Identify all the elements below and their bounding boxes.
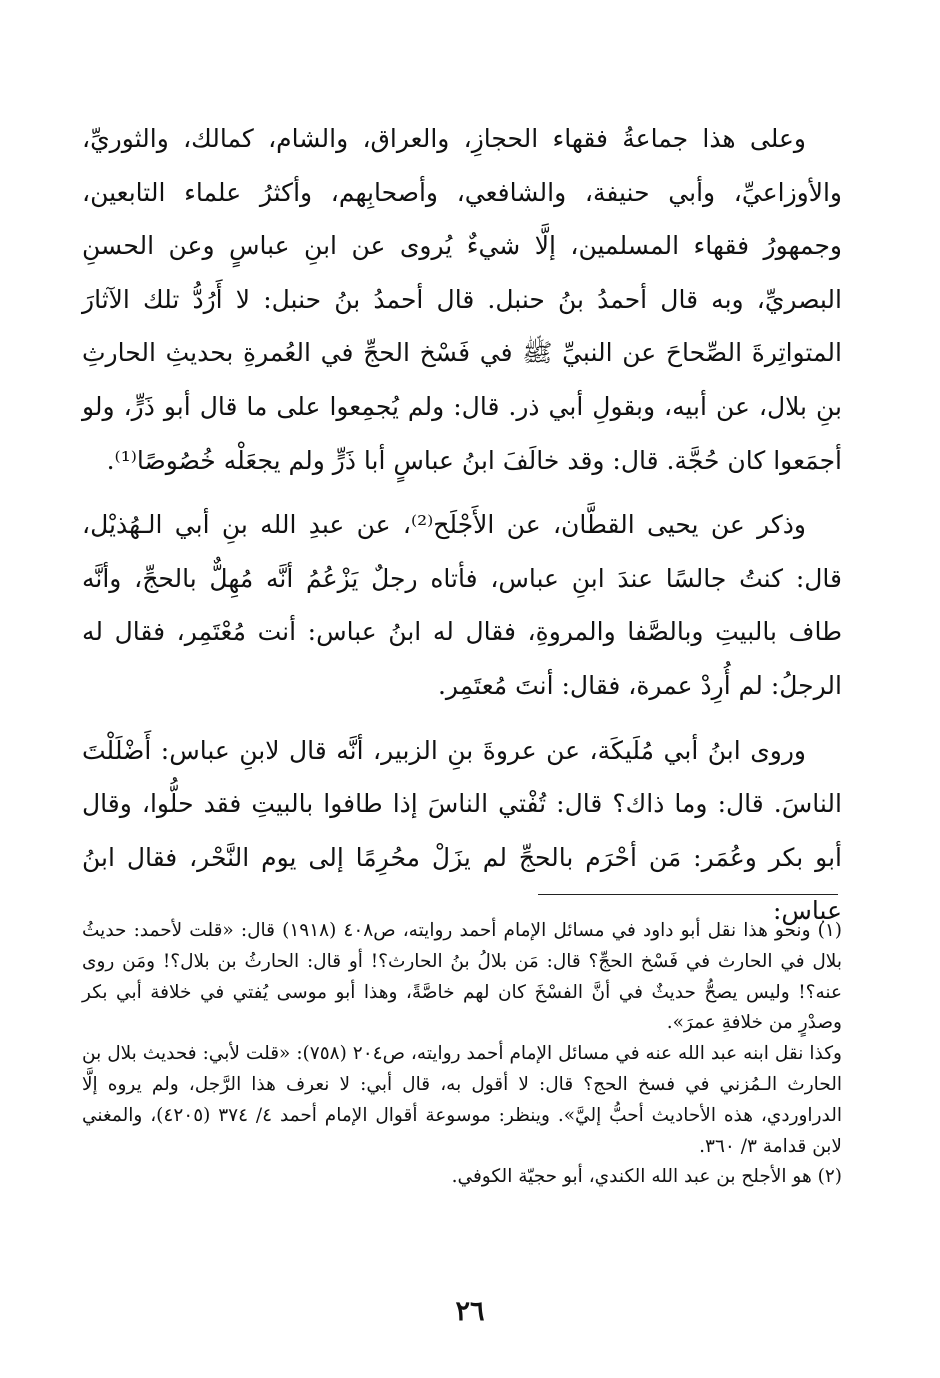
paragraph-1: وعلى هذا جماعةُ فقهاء الحجازِ، والعراق، والشام، كمالك، والثوريِّ، والأوزاعيِّ، وأبي حنيفة، والشافعي، وأصحابِهم، وأكثرُ علماء التابعين، وجمهورُ فقهاء المسلمين، إلَّا شيءٌ يُروى عن ابنِ عباسٍ وعن الحسنِ البصريِّ، وبه قال أحمدُ بنُ حنبل. قال أحمدُ بنُ حنبل: لا أَرُدُّ تلك الآثارَ المتواتِرةَ الصِّحاحَ عن النبيِّ ﷺ في فَسْخ الحجِّ في العُمرةِ بحديثِ الحارثِ بنِ بلال، عن أبيه، وبقولِ أبي ذر. قال: ولم يُجمِعوا على ما قال أبو ذَرٍّ، ولو أجمَعوا كان حُجَّة. قال: وقد خالَفَ ابنُ عباسٍ أبا ذَرٍّ ولم يجعَلْه خُصُوصًا⁽¹⁾.: [82, 124, 842, 475]
page-number: ٢٦: [455, 1296, 485, 1327]
footnote-1: (١) ونحو هذا نقل أبو داود في مسائل الإمام أحمد روايته، ص٤٠٨ (١٩١٨) قال: «قلت لأحمد: حديثُ بلال في الحارث في فَسْخ الحجِّ؟ قال: مَن بلالُ بنُ الحارث؟! أو قال: الحارثُ بن بلال؟! ومَن روى عنه؟! وليس يصحُّ حديثٌ في أنَّ الفسْخَ كان لهم خاصَّةً، وهذا أبو موسى يُفتي في خلافة أبي بكر وصدْرٍ من خلافةِ عمرَ».: [82, 920, 842, 1034]
footnote-1-continued: وكذا نقل ابنه عبد الله عنه في مسائل الإمام أحمد روايته، ص٢٠٤ (٧٥٨): «قلت لأبي: فحديث بلال بن الحارث الـمُزني في فسخ الحج؟ قال: لا أقول به، قال أبي: لا نعرف هذا الرَّجل، ولم يروه إلَّا الدراوردي، هذه الأحاديث أحبُّ إليَّ». وينظر: موسوعة أقوال الإمام أحمد ٤/ ٣٧٤ (٤٢٠٥)، والمغني لابن قدامة ٣/ ٣٦٠.: [82, 1043, 842, 1157]
footnote-separator: [538, 894, 838, 895]
paragraph-2: وذكر عن يحيى القطَّان، عن الأَجْلَح⁽²⁾، عن عبدِ الله بنِ أبي الـهُذيْل، قال: كنتُ جالسًا عندَ ابنِ عباس، فأتاه رجلٌ يَزْعُمُ أنَّه مُهِلٌّ بالحجِّ، وأنَّه طاف بالبيتِ وبالصَّفا والمروةِ، فقال له ابنُ عباس: أنت مُعْتَمِر، فقال له الرجلُ: لم أُرِدْ عمرة، فقال: أنتَ مُعتَمِر.: [82, 510, 842, 700]
footnote-2: (٢) هو الأجلح بن عبد الله الكندي، أبو حجيّة الكوفي.: [451, 1166, 842, 1188]
paragraph-3: وروى ابنُ أبي مُلَيكَة، عن عروةَ بنِ الزبير، أنَّه قال لابنِ عباس: أَضْلَلْتَ الناسَ. قال: وما ذاك؟ قال: تُفْتي الناسَ إذا طافوا بالبيتِ فقد حلُّوا، وقال أبو بكر وعُمَر: مَن أحْرَم بالحجِّ لم يزَلْ محُرِمًا إلى يوم النَّحْر، فقال ابنُ عباس:: [82, 735, 842, 926]
footnotes: [82, 916, 842, 1193]
main-text: [82, 112, 842, 938]
